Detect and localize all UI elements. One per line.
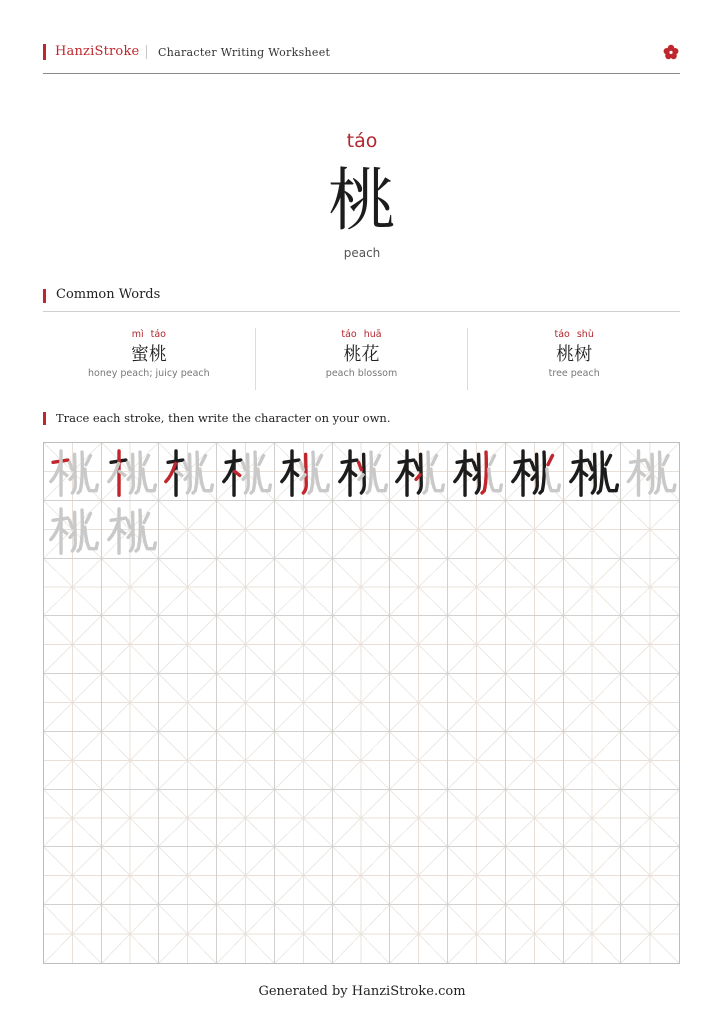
practice-cell[interactable]	[564, 674, 622, 732]
stroke-path	[243, 462, 246, 469]
practice-cell[interactable]	[217, 790, 275, 848]
word-hanzi: 蜜桃	[130, 344, 167, 365]
stroke-path	[431, 469, 443, 491]
practice-cell[interactable]	[44, 790, 102, 848]
stroke-path	[78, 452, 82, 493]
stroke-path	[598, 452, 602, 493]
trace-glyph	[621, 443, 679, 500]
practice-cell[interactable]	[448, 443, 506, 501]
practice-cell[interactable]	[621, 501, 679, 559]
stroke-path	[282, 463, 292, 481]
practice-cell[interactable]	[159, 443, 217, 501]
stroke-order-glyph	[564, 443, 621, 500]
stroke-order-glyph	[159, 443, 216, 500]
stroke-path	[647, 462, 650, 469]
stroke-path	[432, 456, 437, 465]
practice-cell[interactable]	[333, 847, 391, 905]
practice-cell[interactable]	[102, 674, 160, 732]
practice-cell[interactable]	[448, 847, 506, 905]
practice-cell[interactable]	[102, 732, 160, 790]
word-hanzi: 桃花	[343, 344, 380, 365]
footer-credit: Generated by HanziStroke.com	[258, 984, 466, 999]
practice-cell[interactable]	[333, 501, 391, 559]
practice-cell[interactable]	[621, 847, 679, 905]
stroke-path	[489, 469, 501, 491]
practice-cell[interactable]	[333, 905, 391, 963]
word-meaning: tree peach	[548, 368, 600, 379]
hero-pinyin: táo	[346, 130, 378, 152]
section-divider	[43, 311, 680, 312]
practice-cell[interactable]	[333, 790, 391, 848]
stroke-path	[86, 456, 91, 465]
stroke-path	[143, 469, 155, 491]
practice-cell[interactable]	[564, 559, 622, 617]
practice-cell[interactable]	[390, 905, 448, 963]
practice-cell[interactable]	[390, 559, 448, 617]
stroke-path	[358, 462, 361, 469]
word-pinyin: táo huā	[341, 329, 382, 340]
practice-cell[interactable]	[102, 905, 160, 963]
practice-cell[interactable]	[506, 559, 564, 617]
stroke-path	[201, 456, 206, 465]
stroke-path	[85, 527, 97, 549]
practice-cell[interactable]	[159, 616, 217, 674]
stroke-path	[474, 462, 477, 469]
practice-cell[interactable]	[390, 847, 448, 905]
practice-cell[interactable]	[448, 501, 506, 559]
practice-cell[interactable]	[564, 732, 622, 790]
stroke-path	[85, 469, 97, 491]
practice-cell[interactable]	[448, 616, 506, 674]
practice-cell[interactable]	[159, 790, 217, 848]
word-item	[43, 328, 255, 390]
practice-cell[interactable]	[217, 674, 275, 732]
practice-cell[interactable]	[217, 501, 275, 559]
stroke-path	[251, 452, 255, 493]
stroke-path	[143, 527, 155, 549]
practice-cell[interactable]	[159, 501, 217, 559]
stroke-order-glyph	[333, 443, 390, 500]
practice-cell[interactable]	[44, 732, 102, 790]
stroke-path	[482, 452, 486, 493]
practice-cell[interactable]	[390, 732, 448, 790]
practice-cell[interactable]	[621, 905, 679, 963]
word-pinyin: mì táo	[131, 329, 166, 340]
stroke-path	[548, 456, 553, 465]
practice-cell[interactable]	[217, 905, 275, 963]
practice-cell[interactable]	[564, 616, 622, 674]
stroke-path	[127, 462, 130, 469]
stroke-path	[70, 520, 73, 527]
practice-cell[interactable]	[621, 790, 679, 848]
stroke-path	[664, 455, 669, 464]
practice-cell[interactable]	[333, 674, 391, 732]
stroke-order-glyph	[275, 443, 332, 500]
stroke-path	[224, 463, 234, 481]
stroke-path	[455, 463, 465, 481]
practice-cell[interactable]	[217, 847, 275, 905]
brand-accent-bar	[43, 44, 46, 60]
stroke-path	[547, 469, 559, 491]
practice-cell[interactable]	[564, 501, 622, 559]
trace-glyph	[44, 501, 101, 558]
practice-cell[interactable]	[275, 616, 333, 674]
stroke-path	[136, 510, 140, 551]
stroke-path	[375, 455, 380, 464]
worksheet-header	[43, 42, 680, 74]
plum-blossom-icon	[663, 44, 679, 60]
stroke-order-glyph	[217, 443, 274, 500]
practice-cell[interactable]	[275, 501, 333, 559]
practice-cell[interactable]	[102, 847, 160, 905]
practice-cell[interactable]	[44, 674, 102, 732]
practice-cell[interactable]	[159, 674, 217, 732]
practice-cell[interactable]	[44, 559, 102, 617]
practice-cell[interactable]	[506, 674, 564, 732]
practice-cell[interactable]	[506, 443, 564, 501]
practice-cell[interactable]	[217, 616, 275, 674]
stroke-path	[51, 521, 61, 539]
stroke-path	[604, 469, 616, 491]
practice-cell[interactable]	[275, 443, 333, 501]
stroke-path	[200, 469, 212, 491]
stroke-path	[397, 463, 407, 481]
stroke-path	[606, 455, 611, 464]
stroke-path	[78, 510, 82, 551]
practice-cell[interactable]	[506, 790, 564, 848]
trace-glyph	[102, 501, 159, 558]
practice-cell[interactable]	[448, 790, 506, 848]
stroke-path	[258, 469, 270, 491]
practice-cell[interactable]	[390, 443, 448, 501]
practice-cell[interactable]	[275, 790, 333, 848]
practice-cell[interactable]	[506, 732, 564, 790]
stroke-path	[416, 462, 419, 469]
stroke-path	[70, 462, 73, 469]
practice-cell[interactable]	[390, 501, 448, 559]
practice-cell[interactable]	[275, 732, 333, 790]
practice-cell[interactable]	[333, 732, 391, 790]
practice-cell[interactable]	[44, 501, 102, 559]
practice-cell[interactable]	[506, 616, 564, 674]
brand-name: HanziStroke	[55, 44, 140, 59]
worksheet-subtitle: Character Writing Worksheet	[158, 46, 331, 59]
hero-character: 桃	[327, 162, 396, 241]
practice-cell[interactable]	[275, 674, 333, 732]
practice-cell[interactable]	[621, 616, 679, 674]
stroke-path	[531, 462, 534, 469]
practice-cell[interactable]	[44, 443, 102, 501]
practice-cell[interactable]	[102, 616, 160, 674]
word-hanzi: 桃树	[556, 344, 593, 365]
practice-grid	[43, 442, 680, 964]
practice-instruction: Trace each stroke, then write the character on your own.	[43, 411, 390, 425]
practice-cell[interactable]	[390, 616, 448, 674]
practice-cell[interactable]	[564, 847, 622, 905]
practice-cell[interactable]	[564, 905, 622, 963]
practice-cell[interactable]	[621, 732, 679, 790]
word-meaning: honey peach; juicy peach	[88, 368, 210, 379]
practice-cell[interactable]	[448, 674, 506, 732]
practice-cell[interactable]	[506, 501, 564, 559]
practice-cell[interactable]	[159, 905, 217, 963]
practice-cell[interactable]	[506, 905, 564, 963]
practice-cell[interactable]	[564, 443, 622, 501]
stroke-path	[144, 513, 149, 522]
stroke-order-glyph	[102, 443, 159, 500]
practice-cell[interactable]	[217, 559, 275, 617]
stroke-path	[373, 469, 385, 491]
practice-cell[interactable]	[102, 790, 160, 848]
practice-cell[interactable]	[102, 501, 160, 559]
stroke-path	[540, 452, 544, 493]
practice-cell[interactable]	[159, 847, 217, 905]
practice-cell[interactable]	[564, 790, 622, 848]
practice-cell[interactable]	[448, 732, 506, 790]
practice-cell[interactable]	[621, 443, 679, 501]
header-divider	[146, 45, 147, 59]
stroke-path	[316, 469, 328, 491]
practice-cell[interactable]	[506, 847, 564, 905]
word-meaning: peach blossom	[325, 368, 398, 379]
stroke-path	[339, 463, 349, 481]
stroke-path	[424, 452, 428, 493]
practice-cell[interactable]	[102, 559, 160, 617]
stroke-path	[136, 452, 140, 493]
stroke-path	[144, 455, 149, 464]
practice-cell[interactable]	[44, 905, 102, 963]
stroke-path	[663, 469, 675, 491]
stroke-path	[185, 462, 188, 469]
hero-meaning: peach	[343, 246, 381, 260]
stroke-order-glyph	[506, 443, 563, 500]
stroke-path	[166, 463, 176, 481]
stroke-path	[86, 513, 91, 522]
practice-cell[interactable]	[390, 674, 448, 732]
stroke-order-glyph	[448, 443, 505, 500]
practice-cell[interactable]	[390, 790, 448, 848]
practice-cell[interactable]	[333, 443, 391, 501]
stroke-path	[513, 463, 523, 481]
practice-cell[interactable]	[333, 559, 391, 617]
common-words-title: Common Words	[43, 287, 160, 302]
practice-cell[interactable]	[448, 559, 506, 617]
practice-cell[interactable]	[621, 559, 679, 617]
practice-cell[interactable]	[44, 616, 102, 674]
stroke-path	[367, 452, 371, 493]
word-pinyin: táo shù	[554, 329, 594, 340]
stroke-path	[317, 456, 322, 465]
stroke-path	[490, 455, 495, 464]
practice-cell[interactable]	[621, 674, 679, 732]
practice-cell[interactable]	[275, 559, 333, 617]
stroke-order-glyph	[44, 443, 101, 500]
practice-cell[interactable]	[275, 847, 333, 905]
practice-cell[interactable]	[217, 443, 275, 501]
practice-cell[interactable]	[102, 443, 160, 501]
stroke-path	[51, 463, 61, 481]
stroke-path	[259, 455, 264, 464]
stroke-path	[629, 463, 639, 481]
stroke-path	[193, 452, 197, 493]
practice-cell[interactable]	[159, 732, 217, 790]
stroke-path	[109, 463, 119, 481]
practice-cell[interactable]	[275, 905, 333, 963]
stroke-path	[589, 462, 592, 469]
stroke-path	[309, 452, 313, 493]
stroke-path	[570, 463, 580, 481]
common-words-list	[43, 328, 680, 390]
stroke-order-glyph	[390, 443, 447, 500]
practice-cell[interactable]	[159, 559, 217, 617]
stroke-path	[656, 452, 660, 493]
word-item	[467, 328, 680, 390]
stroke-path	[127, 520, 130, 527]
practice-cell[interactable]	[333, 616, 391, 674]
stroke-path	[109, 521, 119, 539]
practice-cell[interactable]	[448, 905, 506, 963]
stroke-path	[300, 462, 303, 469]
practice-cell[interactable]	[217, 732, 275, 790]
practice-cell[interactable]	[44, 847, 102, 905]
word-item	[255, 328, 468, 390]
